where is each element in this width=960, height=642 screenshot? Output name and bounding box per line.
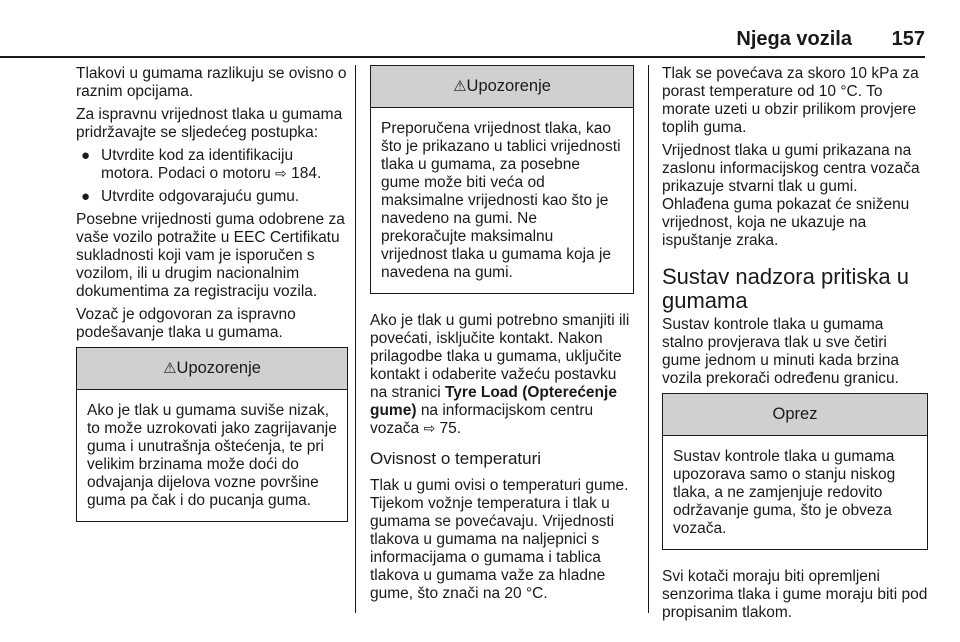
caution-title: Oprez — [772, 405, 818, 423]
paragraph-text: Ako je tlak u gumi potrebno smanjiti ili povećati, isključite kontakt. Nakon prilagodbe tlaka u gumama, uključite kontakt i odaberite važeću postavku na stranici — [370, 312, 630, 401]
warning-text: Ako je tlak u gumama suviše nizak, to može uzrokovati jako zagrijavanje guma i unutrašnja oštećenja, te pri velikim brzinama može doći do odvajanja dijelova vozne površine guma pa čak i do pucanja guma. — [87, 402, 337, 509]
warning-box — [76, 347, 348, 522]
warning-icon: ⚠ — [453, 77, 467, 95]
paragraph — [370, 312, 634, 438]
warning-icon: ⚠ — [163, 359, 177, 377]
caution-text: Sustav kontrole tlaka u gumama upozorava samo o stanju niskog tlaka, a ne zamjenjuje redovito održavanje guma, što je obveza vozača. — [673, 448, 896, 537]
caution-box — [662, 393, 928, 550]
warning-header — [371, 66, 633, 108]
warning-box — [370, 65, 634, 294]
paragraph: Vozač je odgovoran za ispravno podešavanje tlaka u gumama. — [76, 306, 296, 341]
warning-title: Upozorenje — [176, 359, 261, 377]
column-divider-2 — [648, 65, 649, 613]
paragraph: Tlakovi u gumama razlikuju se ovisno o raznim opcijama. — [76, 65, 347, 100]
menu-setting-name: Tyre Load (Opterećenje gume) — [370, 384, 617, 419]
page-reference-icon: ⇨ — [423, 421, 436, 437]
list-item-text: Utvrdite kod za identifikaciju motora. Podaci o motoru — [101, 147, 294, 182]
page-reference[interactable]: 184. — [291, 165, 322, 182]
header-rule — [0, 56, 925, 58]
paragraph: Tlak u gumi ovisi o temperaturi gume. Tijekom vožnje temperatura i tlak u gumama se povećavaju. Vrijednosti tlakova u gumama na naljepnici s informacijama o gumama i tablica tlakova u gumama važe za hladne gume, što znači na 20 °C. — [370, 477, 629, 602]
section-title: Njega vozila — [736, 28, 852, 50]
paragraph: Za ispravnu vrijednost tlaka u gumama pridržavajte se sljedećeg postupka: — [76, 106, 343, 141]
paragraph: Posebne vrijednosti guma odobrene za vaše vozilo potražite u EEC Certifikatu sukladnosti koji vam je isporučen s vozilom, ili u drugim nacionalnim dokumentima za registraciju vozila. — [76, 211, 345, 300]
paragraph: Tlak se povećava za skoro 10 kPa za porast temperature od 10 °C. To morate uzeti u obzir prilikom provjere toplih guma. — [662, 65, 919, 136]
column-2 — [370, 65, 634, 608]
warning-text: Preporučena vrijednost tlaka, kao što je prikazano u tablici vrijednosti tlaka u gumama, za posebne gume može biti veća od maksimalne vrijednosti kao što je navedeno na gumi. Ne prekoračujte maksimalnu vrijednost tlaka u gumama koja je navedena na gumi. — [381, 120, 621, 281]
subheading: Ovisnost o temperaturi — [370, 449, 542, 468]
page-header — [0, 0, 960, 60]
warning-header — [77, 348, 347, 390]
page-reference[interactable]: 75. — [439, 420, 462, 437]
paragraph-text: na informacijskom centru vozača — [370, 402, 594, 437]
bullet-dot-icon: ● — [81, 147, 91, 164]
paragraph: Sustav kontrole tlaka u gumama stalno provjerava tlak u sve četiri gume jednom u minuti kada brzina vozila prekorači određenu granicu. — [662, 316, 899, 387]
page-reference-icon: ⇨ — [275, 166, 287, 182]
list-item — [76, 147, 348, 183]
list-item-text: Utvrdite odgovarajuću gumu. — [101, 188, 300, 205]
paragraph: Vrijednost tlaka u gumi prikazana na zaslonu informacijskog centra vozača prikazuje stvarni tlak u gumi. Ohlađena guma pokazat će sniženu vrijednost, koja ne ukazuje na ispuštanje zraka. — [662, 142, 920, 249]
column-divider-1 — [355, 65, 356, 613]
section-heading: Sustav nadzora pritiska u gumama — [662, 264, 910, 313]
column-1 — [76, 65, 348, 540]
paragraph: Svi kotači moraju biti opremljeni senzorima tlaka i gume moraju biti pod propisanim tlakom. — [662, 568, 928, 621]
bullet-list — [76, 147, 348, 206]
caution-header — [663, 394, 927, 436]
bullet-dot-icon: ● — [81, 188, 91, 205]
page-number: 157 — [891, 28, 925, 50]
list-item — [76, 188, 348, 206]
warning-title: Upozorenje — [466, 77, 551, 95]
column-3 — [662, 65, 928, 627]
